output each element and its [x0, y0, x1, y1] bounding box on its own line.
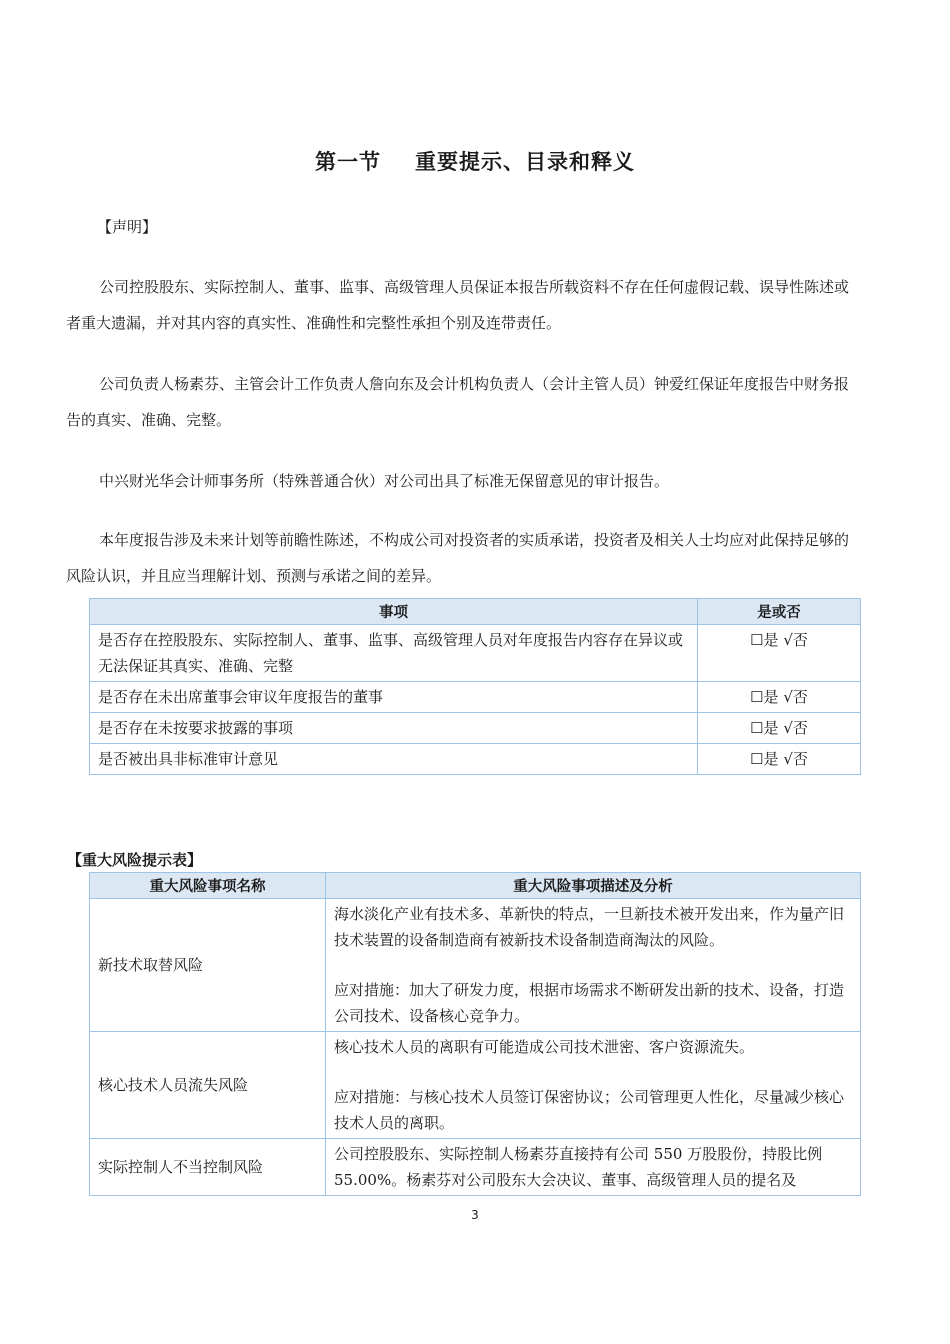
- risk-desc: [326, 899, 861, 1032]
- risk-desc-text: 海水淡化产业有技术多、革新快的特点，一旦新技术被开发出来，作为量产旧技术装置的设备制造商有被新技术设备制造商淘汰的风险。: [334, 905, 845, 949]
- risk-measure-text: 应对措施：加大了研发力度，根据市场需求不断研发出新的技术、设备，打造公司技术、设备核心竞争力。: [334, 981, 845, 1025]
- check-answer: ☐是 √否: [698, 713, 861, 744]
- risk-table: [89, 872, 861, 1196]
- risk-measure-text: 应对措施：与核心技术人员签订保密协议；公司管理更人性化，尽量减少核心技术人员的离职。: [334, 1088, 845, 1132]
- table-row: [90, 744, 861, 775]
- header-item: 事项: [90, 599, 698, 625]
- risk-name: 新技术取替风险: [90, 899, 326, 1032]
- section-title: 第一节 重要提示、目录和释义: [315, 150, 635, 174]
- check-table: [89, 598, 861, 775]
- check-item: 是否被出具非标准审计意见: [90, 744, 698, 775]
- check-answer: ☐是 √否: [698, 744, 861, 775]
- risk-desc-text: 公司控股股东、实际控制人杨素芬直接持有公司 550 万股股份，持股比例 55.00%。杨素芬对公司股东大会决议、董事、高级管理人员的提名及: [334, 1145, 823, 1189]
- risk-name: 实际控制人不当控制风险: [90, 1139, 326, 1196]
- check-answer: ☐是 √否: [698, 625, 861, 682]
- check-item: 是否存在未按要求披露的事项: [90, 713, 698, 744]
- paragraph-auditor: 中兴财光华会计师事务所（特殊普通合伙）对公司出具了标准无保留意见的审计报告。: [99, 472, 670, 490]
- table-row: [90, 1032, 861, 1139]
- header-risk-desc: 重大风险事项描述及分析: [326, 873, 861, 899]
- declaration-label: 【声明】: [97, 218, 158, 236]
- table-header-row: [90, 599, 861, 625]
- check-answer: ☐是 √否: [698, 682, 861, 713]
- risk-table-label: 【重大风险提示表】: [67, 851, 203, 869]
- header-risk-name: 重大风险事项名称: [90, 873, 326, 899]
- page-number: 3: [471, 1208, 479, 1222]
- paragraph-forward-looking: 本年度报告涉及未来计划等前瞻性陈述，不构成公司对投资者的实质承诺，投资者及相关人士均应对此保持足够的风险认识，并且应当理解计划、预测与承诺之间的差异。: [66, 531, 850, 585]
- table-row: [90, 625, 861, 682]
- risk-desc-text: 核心技术人员的离职有可能造成公司技术泄密、客户资源流失。: [334, 1038, 755, 1056]
- header-answer: 是或否: [698, 599, 861, 625]
- risk-name: 核心技术人员流失风险: [90, 1032, 326, 1139]
- table-row: [90, 899, 861, 1032]
- risk-desc: [326, 1032, 861, 1139]
- paragraph-responsible: 公司负责人杨素芬、主管会计工作负责人詹向东及会计机构负责人（会计主管人员）钟爱红保证年度报告中财务报告的真实、准确、完整。: [66, 375, 850, 429]
- table-header-row: [90, 873, 861, 899]
- check-item: 是否存在控股股东、实际控制人、董事、监事、高级管理人员对年度报告内容存在异议或无法保证其真实、准确、完整: [90, 625, 698, 682]
- risk-desc: [326, 1139, 861, 1196]
- table-row: [90, 713, 861, 744]
- table-row: [90, 682, 861, 713]
- check-item: 是否存在未出席董事会审议年度报告的董事: [90, 682, 698, 713]
- table-row: [90, 1139, 861, 1196]
- paragraph-guarantee: 公司控股股东、实际控制人、董事、监事、高级管理人员保证本报告所载资料不存在任何虚假记载、误导性陈述或者重大遗漏，并对其内容的真实性、准确性和完整性承担个别及连带责任。: [66, 278, 850, 332]
